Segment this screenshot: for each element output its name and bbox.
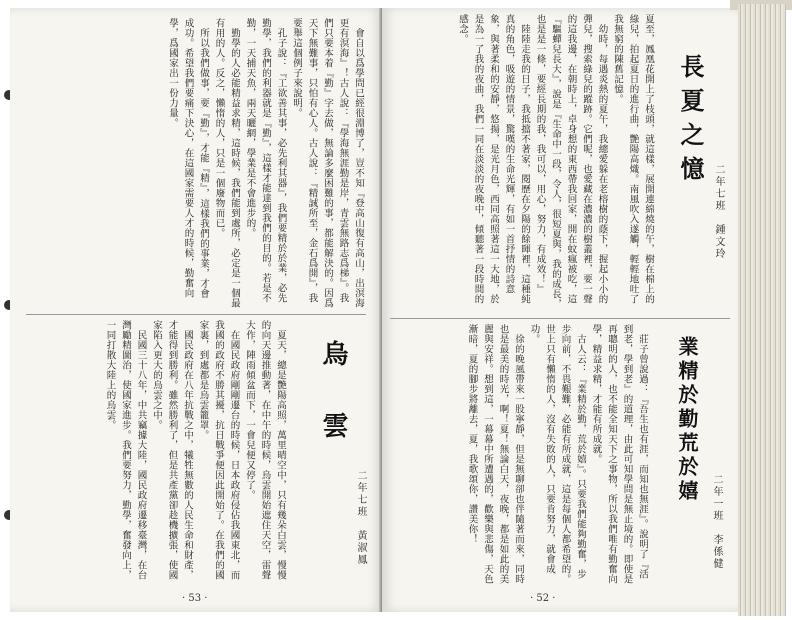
essay-byline: 二年七班 鍾文玲 [713, 164, 724, 260]
essay-body-text: 夏至，鳳凰花開上了枝頭，就這樣，展開連綿燒的午，樹在棉上的綠兒，拍起夏日的進行曲，艷陽高熾。南風吹入遂觸，輕輕地吐了我無窮的陳舊記憶。 幼時，每遇炎熱的夏午，我總愛躲在老榕樹的蔭下，握起小小的彈兒，搜索綠兒的蹤跡。它們呢，也愛藏在濃濃的樹叢裡，要一聲的這我邊，在朝時上，卓身想的東西帶我回家，開在蚊瘋被吃，這『驅蟬兒長大』，說是『生命中一段，令人，很短夏與，我的成長，也是是一條，要經長期的我，我可以，用心，努力，有成效！』 陸陸走我的日子，我抵擋不著家，閱歷在夕陽的餘暉裡，這種純真的角色，吸遊的情景，驚嘆的生命光輝，有如一首抒情的詩意象，與著柔和的安靜，悠揚，是光月色，西同高照著這一大地，於是為一了我的夜曲，我們一同在淡淡的夜晚中，傾聽著一段時間的感念。 [457, 14, 654, 310]
essay-title: 業精於勤荒於嬉 [675, 336, 699, 504]
page-number: · 53 · [182, 593, 208, 604]
essay-byline: 二年七班 黃淑鳳 [355, 470, 366, 566]
essay-changxia [388, 14, 732, 314]
essay-body-text: 夏天，總是艷陽高照，萬里晴空中，只有幾朵白雲，慢慢的向天邊推動著，在中午的時候，烏雲開始遮住天空，雷聲大作，陣雨傾盆而下，一會兒便又停了。 在國民政府剛剛遷台的時候，日本政府侵佔我國東北，而我國的政府不勝其擾，抗日戰爭便因此開始了。在我們的國家裏，到處都是烏雲籠罩。 國民政府在八年抗戰之中，犧牲無數的人民生命和財產，才能得到勝利。雖然勝利了，但是共產黨卻趁機擴張，使國家陷入更大的烏雲之中。 民國三十八年，中共竊據大陸，國民政府遷移臺灣，在台灣勵精圖治，使國家進步。我們要努力，勤學，奮發向上，一同打散大陸上的烏雲。 [104, 320, 286, 580]
essay-title: 烏 雲 [318, 340, 348, 448]
page-stack-edge [738, 4, 786, 616]
section-divider [390, 318, 730, 319]
essay-byline: 二年一班 李係健 [711, 474, 722, 570]
essay-wuyun [26, 320, 370, 590]
essay-continuation-text: 會自以爲學問已經很淵博了，豈不知『登高山復有高山，出溟海更有溟海』！古人說：『學海無涯勤是岸，青雲無路志爲梯』。我們只要本着『勤』字去做，無論多麼困難的事，都能解決的。因爲天下無難事，只怕有心人。古人說：『精誠所至，金石爲開』，我要舉這個例子來說明。 孔子說：『工欲善其事，必先利其器』，我們要精於於業，必先勤學，我們的利器就是『勤』，這樣才能達到我們的目的。若是不勤，一天捕天魚，兩天曬網，學業是不會進步的。 勤學的人必能精益求精，這時候，我們能到處所，必定是一個最有用的人。反之，懶惰的人，只是一個廢物而已。 所以我們做事，要『勤』，才能『精』，這樣我們的事業，才會成功。希望我們要痛下決心，在這國家需要人才的時候，勤奮向學，爲國家出一份力量。 [167, 18, 364, 308]
right-page [382, 8, 738, 612]
section-divider [26, 314, 366, 315]
essay-body-text: 莊子曾說過：『吾生也有涯，而知也無涯』。說明了『活到老，學到老』的道理，由此可知學問是無止境的。即使是再聰明的人，也不能全知天下之事物，所以我們唯有勤奮向學，精益求精，才能有所成就。 古人云：『業精於勤，荒於嬉』。只要我們能夠勤奮，步步向前，不畏艱難，必能有所成就，這是每個人都希望的。世上只有懶惰的人，沒有失敗的人，只要肯努力，就會成功。 徐的晚風帶來一股寧靜，但是無聊卻也伴隨著而來，同時也是最美的時光，啊！夏！無論白天，夜晚，都是如此的美麗與安祥。想到這，一幕幕中所遭遇的，歡樂與悲傷，天色漸暗，夏的腳步將離去，夏，我歌頌你，讚美你！ [466, 324, 648, 584]
page-number: · 52 · [530, 593, 556, 604]
left-page [10, 8, 382, 612]
essay-title: 長夏之憶 [676, 54, 705, 190]
essay-yejing [388, 324, 732, 592]
